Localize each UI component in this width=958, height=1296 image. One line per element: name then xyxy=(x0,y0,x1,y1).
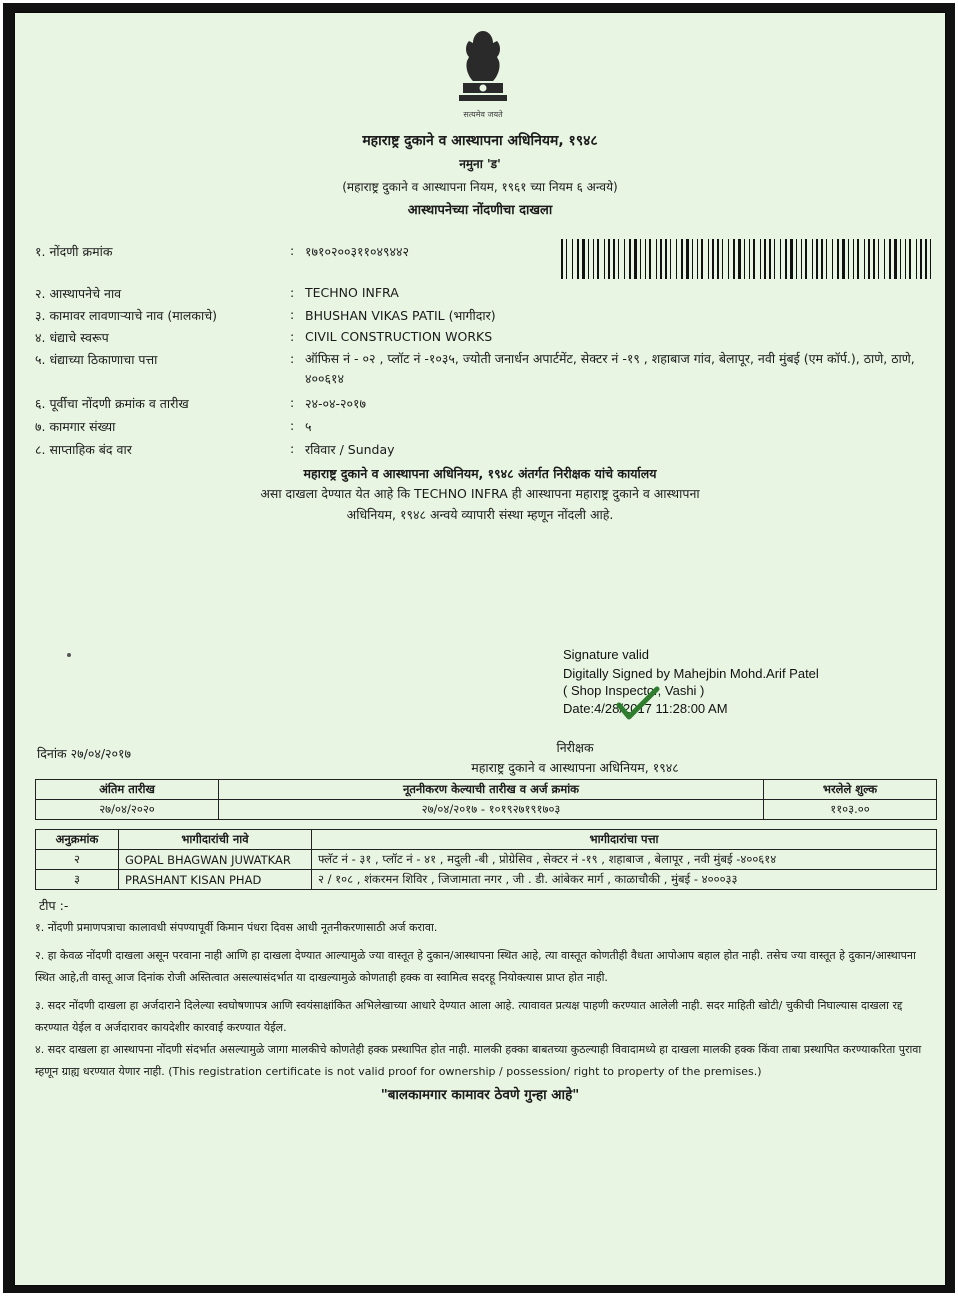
field-colon: : xyxy=(290,243,295,258)
note-item: २. हा केवळ नोंदणी दाखला असून परवाना नाही आणि हा दाखला देण्यात आल्यामुळे ज्या वास्तूत हे दुकान/आस्थापना स्थित आहे, त्या वास्तूत कोणतीही वैधता आपोआप बहाल होत नाही. तसेच ज्या वास्तूत हे दुकान/आस्थापना स्थित आहे,ती वास्तू आज दिनांक रोजी अस्तित्वात असल्यासंदर्भात या दाखल्यामुळे कोणताही हक्क वा स्वामित्व सदरहू नियोक्त्यास प्राप्त होत नाही. xyxy=(35,949,916,984)
certificate-page xyxy=(15,13,945,1285)
barcode-bar xyxy=(582,239,585,279)
barcode-bar xyxy=(925,239,927,279)
declaration-line-2: असा दाखला देण्यात येत आहे कि TECHNO INFRA ही आस्थापना महाराष्ट्र दुकाने व आस्थापना xyxy=(260,486,700,501)
table-cell: PRASHANT KISAN PHAD xyxy=(119,870,312,890)
barcode-bar xyxy=(561,239,563,279)
field-value-business-nature: CIVIL CONSTRUCTION WORKS xyxy=(305,329,493,344)
table-header-cell: अनुक्रमांक xyxy=(36,830,119,850)
barcode-bar xyxy=(801,239,802,279)
barcode xyxy=(561,239,933,279)
table-row xyxy=(36,800,937,820)
signature-date: Date:4/28/2017 11:28:00 AM xyxy=(563,701,728,716)
barcode-bar xyxy=(649,239,651,279)
field-value-worker-count: ५ xyxy=(305,419,312,434)
signature-valid-check-icon xyxy=(615,685,661,721)
barcode-bar xyxy=(774,239,775,279)
field-colon: : xyxy=(290,285,295,300)
barcode-bar xyxy=(916,239,917,279)
barcode-bar xyxy=(884,239,885,279)
table-header-row xyxy=(36,830,937,850)
barcode-bar xyxy=(853,239,854,279)
barcode-bar xyxy=(660,239,662,279)
barcode-bar xyxy=(889,239,891,279)
field-value-registration-no: १७१०२००३११०४९४४२ xyxy=(305,244,410,259)
table-header-cell: नूतनीकरण केल्याची तारीख व अर्ज क्रमांक xyxy=(219,780,764,800)
scan-speck xyxy=(67,653,71,657)
field-value-business-address: ऑफिस नं - ०२ , प्लॉट नं -१०३५, ज्योती जनार्धन अपार्टमेंट, सेक्टर नं -१९ , शहाबाज गांव, बेलापूर, नवी मुंबई (एम कॉर्प.), ठाणे, ठाणे, ४००६१४ xyxy=(305,351,915,386)
barcode-bar xyxy=(712,239,714,279)
table-cell: ३ xyxy=(36,870,119,890)
table-row xyxy=(36,850,937,870)
field-label-weekly-off: ८. साप्ताहिक बंद वार xyxy=(35,442,132,457)
barcode-bar xyxy=(749,239,750,279)
barcode-bar xyxy=(604,239,605,279)
table-cell: फ्लॅट नं - ३१ , प्लॉट नं - ४१ , मदुली -बी , प्रोग्रेसिव , सेक्टर नं -१९ , शहाबाज , बेलापूर , नवी मुंबई -४००६१४ xyxy=(312,850,937,870)
barcode-bar xyxy=(665,239,667,279)
field-colon: : xyxy=(290,329,295,344)
declaration-line-1: महाराष्ट्र दुकाने व आस्थापना अधिनियम, १९४८ अंतर्गत निरीक्षक यांचे कार्यालय xyxy=(303,466,657,481)
declaration-line-3: अधिनियम, १९४८ अन्वये व्यापारी संस्था म्हणून नोंदली आहे. xyxy=(346,507,614,522)
barcode-bar xyxy=(577,239,579,279)
signature-signed-by: Digitally Signed by Mahejbin Mohd.Arif Patel xyxy=(563,666,819,681)
barcode-bar xyxy=(760,239,761,279)
barcode-bar xyxy=(593,239,594,279)
renewal-table xyxy=(35,779,937,820)
field-value-weekly-off: रविवार / Sunday xyxy=(305,442,395,457)
field-label-worker-count: ७. कामगार संख्या xyxy=(35,419,116,434)
barcode-bar xyxy=(733,239,735,279)
barcode-bar xyxy=(738,239,741,279)
barcode-bar xyxy=(640,239,641,279)
barcode-bar xyxy=(629,239,631,279)
field-label-establishment-name: २. आस्थापनेचे नाव xyxy=(35,286,122,301)
inspector-act: महाराष्ट्र दुकाने व आस्थापना अधिनियम, १९४८ xyxy=(471,760,679,775)
inspector-title: निरीक्षक xyxy=(556,740,594,755)
barcode-bar xyxy=(744,239,745,279)
barcode-bar xyxy=(681,239,683,279)
barcode-bar xyxy=(722,239,723,279)
table-cell: २ xyxy=(36,850,119,870)
field-label-previous-registration: ६. पूर्वीचा नोंदणी क्रमांक व तारीख xyxy=(35,396,189,411)
barcode-bar xyxy=(873,239,875,279)
field-value-employer-name: BHUSHAN VIKAS PATIL (भागीदार) xyxy=(305,308,496,323)
barcode-bar xyxy=(837,239,839,279)
barcode-bar xyxy=(930,239,931,279)
form-name: नमुना 'ड' xyxy=(459,157,501,171)
barcode-bar xyxy=(796,239,797,279)
barcode-bar xyxy=(656,239,657,279)
barcode-bar xyxy=(905,239,906,279)
field-colon: : xyxy=(290,307,295,322)
barcode-bar xyxy=(816,239,818,279)
table-header-row xyxy=(36,780,937,800)
child-labour-warning: "बालकामगार कामावर ठेवणे गुन्हा आहे" xyxy=(380,1087,580,1103)
barcode-bar xyxy=(920,239,922,279)
note-item: १. नोंदणी प्रमाणपत्राचा कालावधी संपण्यापूर्वी किमान पंधरा दिवस आधी नूतनीकरणासाठी अर्ज करावा. xyxy=(35,921,438,934)
barcode-bar xyxy=(857,239,859,279)
note-item: ३. सदर नोंदणी दाखला हा अर्जदाराने दिलेल्या स्वघोषणापत्र आणि स्वयंसाक्षांकित अभिलेखाच्या आधारे देण्यात आला आहे. त्यावावत प्रत्यक्ष पाहणी करण्यात आलेली नाही. सदर माहिती खोटी/ चुकीची निघाल्यास दाखला रद्द करण्यात येईल व अर्जदारावर कायदेशीर कारवाई करण्यात येईल. xyxy=(35,999,903,1034)
barcode-bar xyxy=(708,239,709,279)
barcode-bar xyxy=(676,239,677,279)
signature-designation: ( Shop Inspector, Vashi ) xyxy=(563,683,705,698)
barcode-bar xyxy=(645,239,646,279)
barcode-bar xyxy=(597,239,599,279)
field-label-employer-name: ३. कामावर लावणाऱ्याचे नाव (मालकाचे) xyxy=(35,308,218,323)
barcode-bar xyxy=(842,239,845,279)
barcode-bar xyxy=(608,239,610,279)
table-row xyxy=(36,870,937,890)
barcode-bar xyxy=(572,239,573,279)
barcode-bar xyxy=(780,239,781,279)
signature-status: Signature valid xyxy=(563,647,649,662)
field-label-business-address: ५. धंद्याच्या ठिकाणाचा पत्ता xyxy=(35,352,158,367)
table-header-cell: अंतिम तारीख xyxy=(36,780,219,800)
table-cell: २ / १०८ , शंकरमन शिविर , जिजामाता नगर , जी . डी. आंबेकर मार्ग , काळाचौकी , मुंबई - ४०००३३ xyxy=(312,870,937,890)
table-cell: २७/०४/२०२० xyxy=(36,800,219,820)
barcode-bar xyxy=(613,239,615,279)
document-title: आस्थापनेच्या नोंदणीचा दाखला xyxy=(407,203,553,218)
table-cell: GOPAL BHAGWAN JUWATKAR xyxy=(119,850,312,870)
barcode-bar xyxy=(769,239,771,279)
barcode-bar xyxy=(868,239,870,279)
barcode-bar xyxy=(618,239,619,279)
barcode-bar xyxy=(764,239,766,279)
barcode-bar xyxy=(686,239,689,279)
barcode-bar xyxy=(894,239,897,279)
barcode-bar xyxy=(634,239,637,279)
document-frame xyxy=(3,3,955,1293)
barcode-bar xyxy=(670,239,671,279)
barcode-bar xyxy=(566,239,567,279)
act-title: महाराष्ट्र दुकाने व आस्थापना अधिनियम, १९४८ xyxy=(362,133,598,149)
field-colon: : xyxy=(290,441,295,456)
field-colon: : xyxy=(290,351,295,366)
barcode-bar xyxy=(878,239,879,279)
barcode-bar xyxy=(826,239,827,279)
barcode-bar xyxy=(717,239,719,279)
barcode-bar xyxy=(753,239,755,279)
field-value-previous-registration: २४-०४-२०१७ xyxy=(305,396,367,411)
issue-date: दिनांक २७/०४/२०१७ xyxy=(37,746,132,761)
barcode-bar xyxy=(588,239,589,279)
rule-reference: (महाराष्ट्र दुकाने व आस्थापना नियम, १९६१ च्या नियम ६ अन्वये) xyxy=(342,180,618,194)
barcode-bar xyxy=(848,239,849,279)
field-label-registration-no: १. नोंदणी क्रमांक xyxy=(35,244,113,259)
barcode-bar xyxy=(785,239,787,279)
barcode-bar xyxy=(821,239,823,279)
table-header-cell: भरलेले शुल्क xyxy=(764,780,937,800)
barcode-bar xyxy=(728,239,729,279)
partners-table xyxy=(35,829,937,890)
table-header-cell: भागीदारांची नावे xyxy=(119,830,312,850)
barcode-bar xyxy=(624,239,625,279)
barcode-bar xyxy=(692,239,693,279)
field-value-establishment-name: TECHNO INFRA xyxy=(305,285,399,300)
table-cell: २७/०४/२०१७ - १०१९२७१९१७०३ xyxy=(219,800,764,820)
note-item: ४. सदर दाखला हा आस्थापना नोंदणी संदर्भात असल्यामुळे जागा मालकीचे कोणतेही हक्क प्रस्थापित होत नाही. मालकी हक्का बाबतच्या कुठल्याही विवादामध्ये हा दाखला मालकी हक्क किंवा ताबा प्रस्थापित करण्याकरिता पुरावा म्हणून ग्राह्य धरण्यात येणार नाही. (This registration certificate is not valid proof for ownership / possession/ right to property of the premises.) xyxy=(35,1043,922,1078)
barcode-bar xyxy=(832,239,833,279)
table-cell: ११०३.०० xyxy=(764,800,937,820)
barcode-bar xyxy=(864,239,865,279)
barcode-bar xyxy=(909,239,911,279)
barcode-bar xyxy=(790,239,793,279)
table-header-cell: भागीदारांचा पत्ता xyxy=(312,830,937,850)
field-colon: : xyxy=(290,395,295,410)
barcode-bar xyxy=(701,239,703,279)
field-colon: : xyxy=(290,418,295,433)
notes-title: टीप :- xyxy=(39,898,69,913)
field-label-business-nature: ४. धंद्याचे स्वरूप xyxy=(35,330,109,345)
barcode-bar xyxy=(900,239,901,279)
emblem-motto: सत्यमेव जयते xyxy=(463,110,503,119)
barcode-bar xyxy=(697,239,698,279)
barcode-bar xyxy=(812,239,813,279)
barcode-bar xyxy=(805,239,807,279)
